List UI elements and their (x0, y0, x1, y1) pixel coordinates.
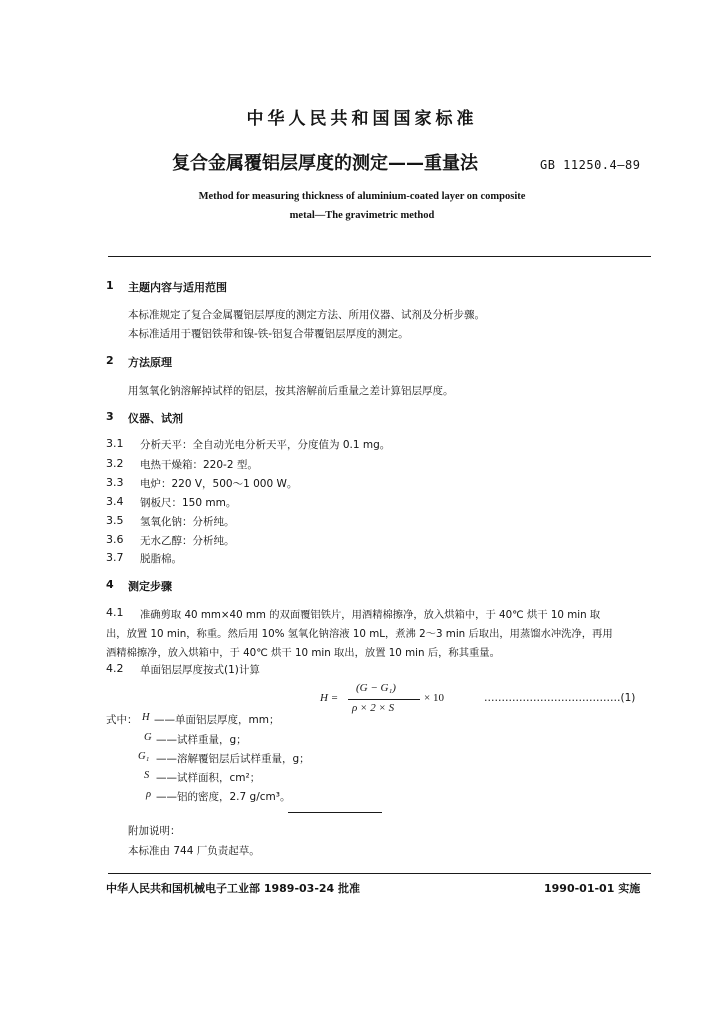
formula-leader-and-number: …………………………………(1) (484, 692, 636, 704)
implementation-date: 1990-01-01 实施 (544, 882, 641, 895)
desc-G1: ——溶解覆铝层后试样重量，g； (156, 753, 310, 765)
step-4-1-number: 4.1 (106, 606, 124, 619)
notes-text: 本标准由 744 厂负责起草。 (128, 845, 260, 857)
section-2-para-1: 用氢氧化钠溶解掉试样的铝层，按其溶解前后重量之差计算铝层厚度。 (128, 385, 454, 397)
item-3-3-number: 3.3 (106, 476, 124, 489)
desc-G: ——试样重量，g； (156, 734, 247, 746)
approval-text: 中华人民共和国机械电子工业部 1989-03-24 批准 (106, 882, 361, 895)
step-4-2-number: 4.2 (106, 662, 124, 675)
header-rule (108, 256, 651, 257)
item-3-3-text: 电炉：220 V，500～1 000 W。 (140, 478, 298, 490)
step-4-2-text: 单面铝层厚度按式(1)计算 (140, 664, 260, 676)
item-3-6-text: 无水乙醇：分析纯。 (140, 535, 235, 547)
item-3-6-number: 3.6 (106, 533, 124, 546)
notes-title: 附加说明： (128, 825, 181, 837)
standard-number: GB 11250.4—89 (540, 158, 641, 172)
section-3-title: 仪器、试剂 (128, 412, 183, 425)
section-1-title: 主题内容与适用范围 (128, 281, 227, 294)
item-3-1-text: 分析天平：全自动光电分析天平，分度值为 0.1 mg。 (140, 439, 391, 451)
section-4-number: 4 (106, 578, 114, 591)
section-2-title: 方法原理 (128, 356, 172, 369)
formula-numerator: (G − G₁) (356, 682, 396, 694)
symbol-G1: G₁ (138, 751, 150, 762)
section-4-title: 测定步骤 (128, 580, 172, 593)
desc-H: ——单面铝层厚度，mm； (154, 714, 280, 726)
item-3-5-number: 3.5 (106, 514, 124, 527)
where-intro: 式中： (106, 714, 138, 726)
section-2-number: 2 (106, 354, 114, 367)
desc-S: ——试样面积，cm²； (156, 772, 261, 784)
section-1-para-2: 本标准适用于覆铝铁带和镍-铁-铝复合带覆铝层厚度的测定。 (128, 328, 409, 340)
notes-separator (288, 812, 382, 813)
symbol-H: H (142, 712, 150, 723)
item-3-7-text: 脱脂棉。 (140, 553, 182, 565)
item-3-4-text: 钢板尺：150 mm。 (140, 497, 237, 509)
formula-factor: × 10 (424, 692, 444, 704)
item-3-2-text: 电热干燥箱：220-2 型。 (140, 459, 258, 471)
section-3-number: 3 (106, 410, 114, 423)
item-3-7-number: 3.7 (106, 551, 124, 564)
step-4-1-line-3: 酒精棉擦净，放入烘箱中，于 40℃ 烘干 10 min 取出，放置 10 min 后，称其重量。 (106, 647, 500, 659)
item-3-4-number: 3.4 (106, 495, 124, 508)
national-standard-title: 中华人民共和国国家标准 (246, 109, 478, 129)
document-title: 复合金属覆铝层厚度的测定——重量法 (172, 153, 478, 174)
formula-lhs: H = (320, 692, 339, 704)
step-4-1-line-1: 准确剪取 40 mm×40 mm 的双面覆铝铁片，用酒精棉擦净，放入烘箱中，于 40℃ 烘干 10 min 取 (140, 609, 601, 621)
desc-rho: ——铝的密度，2.7 g/cm³。 (156, 791, 291, 803)
formula-denominator: ρ × 2 × S (352, 702, 395, 714)
english-title-line-1: Method for measuring thickness of aluminium-coated layer on composite (198, 191, 526, 202)
fraction-bar (348, 699, 420, 700)
section-1-para-1: 本标准规定了复合金属覆铝层厚度的测定方法、所用仪器、试剂及分析步骤。 (128, 309, 485, 321)
footer-rule (108, 873, 651, 874)
item-3-5-text: 氢氧化钠：分析纯。 (140, 516, 235, 528)
section-1-number: 1 (106, 279, 114, 292)
symbol-G: G (144, 732, 152, 743)
english-title-line-2: metal—The gravimetric method (289, 210, 435, 221)
item-3-2-number: 3.2 (106, 457, 124, 470)
symbol-rho: ρ (146, 789, 152, 800)
item-3-1-number: 3.1 (106, 437, 124, 450)
symbol-S: S (144, 770, 150, 781)
step-4-1-line-2: 出，放置 10 min，称重。然后用 10% 氢氧化钠溶液 10 mL，煮沸 2～3 min 后取出，用蒸馏水冲洗净，再用 (106, 628, 613, 640)
